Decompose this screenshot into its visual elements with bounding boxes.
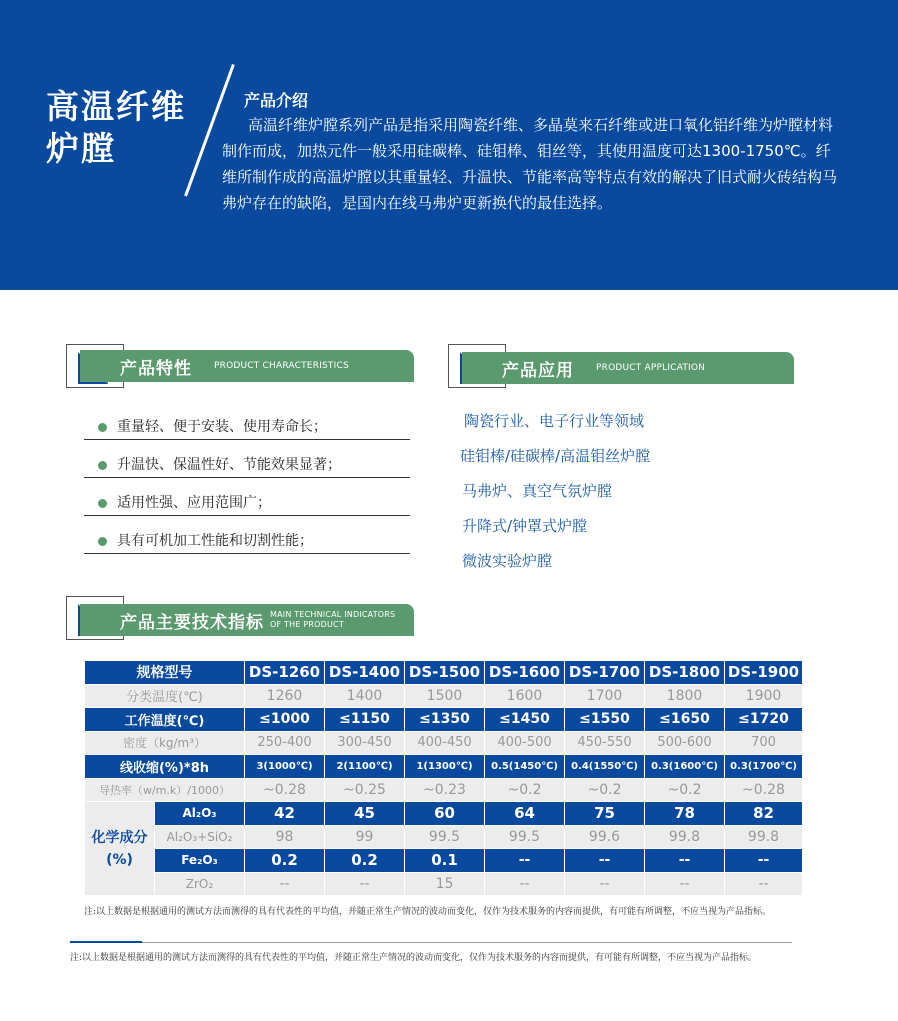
table-header-cell: DS-1500 bbox=[405, 661, 485, 685]
list-item: 硅钼棒/硅碳棒/高温钼丝炉膛 bbox=[460, 447, 651, 465]
table-row: 导热率（w/m.k）/1000） ~0.28 ~0.25 ~0.23 ~0.2 ~0.2 ~0.2 ~0.28 bbox=[85, 778, 803, 802]
list-item: 陶瓷行业、电子行业等领域 bbox=[464, 412, 645, 430]
page-title: 高温纤维 炉膛 bbox=[46, 87, 186, 168]
table-header-label: 规格型号 bbox=[85, 661, 245, 685]
header-banner bbox=[0, 0, 898, 290]
table-header-cell: DS-1260 bbox=[245, 661, 325, 685]
table-row: 密度（kg/m³） 250-400 300-450 400-450 400-500 450-550 500-600 700 bbox=[85, 731, 803, 755]
table-row: Al₂O₃+SiO₂ 98 99 99.5 99.5 99.6 99.8 99.8 bbox=[85, 825, 803, 849]
footnote: 注:以上数据是根据通用的测试方法而测得的具有代表性的平均值，并随正常生产情况的波动而变化，仅作为技术服务的内容而提供，有可能有所调整，不应当视为产品指标。 bbox=[70, 953, 758, 963]
table-header-cell: DS-1600 bbox=[485, 661, 565, 685]
list-item: 重量轻、便于安装、使用寿命长； bbox=[84, 402, 410, 440]
table-header-cell: DS-1700 bbox=[565, 661, 645, 685]
table-header-cell: DS-1800 bbox=[645, 661, 725, 685]
divider bbox=[70, 941, 142, 943]
table-row: 线收缩(%)*8h 3(1000℃) 2(1100℃) 1(1300℃) 0.5(1450℃) 0.4(1550℃) 0.3(1600℃) 0.3(1700℃) bbox=[85, 755, 803, 779]
bullet-icon bbox=[98, 537, 107, 546]
application-list bbox=[460, 410, 650, 585]
list-item: 微波实验炉膛 bbox=[462, 552, 553, 570]
bullet-icon bbox=[98, 423, 107, 432]
table-row: 分类温度(℃) 1260 1400 1500 1600 1700 1800 1900 bbox=[85, 684, 803, 708]
chem-label: 化学成分(%) bbox=[85, 802, 155, 896]
section-bar: 产品特性 PRODUCT CHARACTERISTICS bbox=[80, 350, 414, 382]
specs-table bbox=[84, 660, 803, 896]
section-bar: 产品应用 PRODUCT APPLICATION bbox=[462, 352, 794, 384]
table-header-cell: DS-1900 bbox=[725, 661, 803, 685]
intro-body: 高温纤维炉膛系列产品是指采用陶瓷纤维、多晶莫来石纤维或进口氧化铝纤维为炉膛材料制作而成，加热元件一般采用硅碳棒、硅钼棒、钼丝等，其使用温度可达1300-1750℃。纤维所制作成的高温炉膛以其重量轻、升温快、节能率高等特点有效的解决了旧式耐火砖结构马弗炉存在的缺陷，是国内在线马弗炉更新换代的最佳选择。 bbox=[222, 116, 838, 212]
table-header-row bbox=[85, 661, 803, 685]
intro-heading: 产品介绍 bbox=[244, 91, 309, 110]
characteristics-list bbox=[84, 402, 410, 554]
list-item: 马弗炉、真空气氛炉膛 bbox=[462, 482, 613, 500]
list-item: 具有可机加工性能和切割性能； bbox=[84, 516, 410, 554]
bullet-icon bbox=[98, 499, 107, 508]
table-row: Fe₂O₃ 0.2 0.2 0.1 -- -- -- -- bbox=[85, 849, 803, 873]
footnote: 注:以上数据是根据通用的测试方法而测得的具有代表性的平均值，并随正常生产情况的波动而变化，仅作为技术服务的内容而提供，有可能有所调整，不应当视为产品指标。 bbox=[84, 907, 772, 917]
bullet-icon bbox=[98, 461, 107, 470]
list-item: 升降式/钟罩式炉膛 bbox=[462, 517, 588, 535]
section-bar: 产品主要技术指标 MAIN TECHNICAL INDICATORS OF THE PRODUCT bbox=[80, 604, 414, 636]
table-header-cell: DS-1400 bbox=[325, 661, 405, 685]
divider bbox=[142, 942, 792, 943]
table-row: 工作温度(℃) ≤1000 ≤1150 ≤1350 ≤1450 ≤1550 ≤1650 ≤1720 bbox=[85, 708, 803, 732]
table-row: 化学成分(%) Al₂O₃ 42 45 60 64 75 78 82 bbox=[85, 802, 803, 826]
list-item: 适用性强、应用范围广； bbox=[84, 478, 410, 516]
table-row: ZrO₂ -- -- 15 -- -- -- -- bbox=[85, 872, 803, 896]
list-item: 升温快、保温性好、节能效果显著； bbox=[84, 440, 410, 478]
